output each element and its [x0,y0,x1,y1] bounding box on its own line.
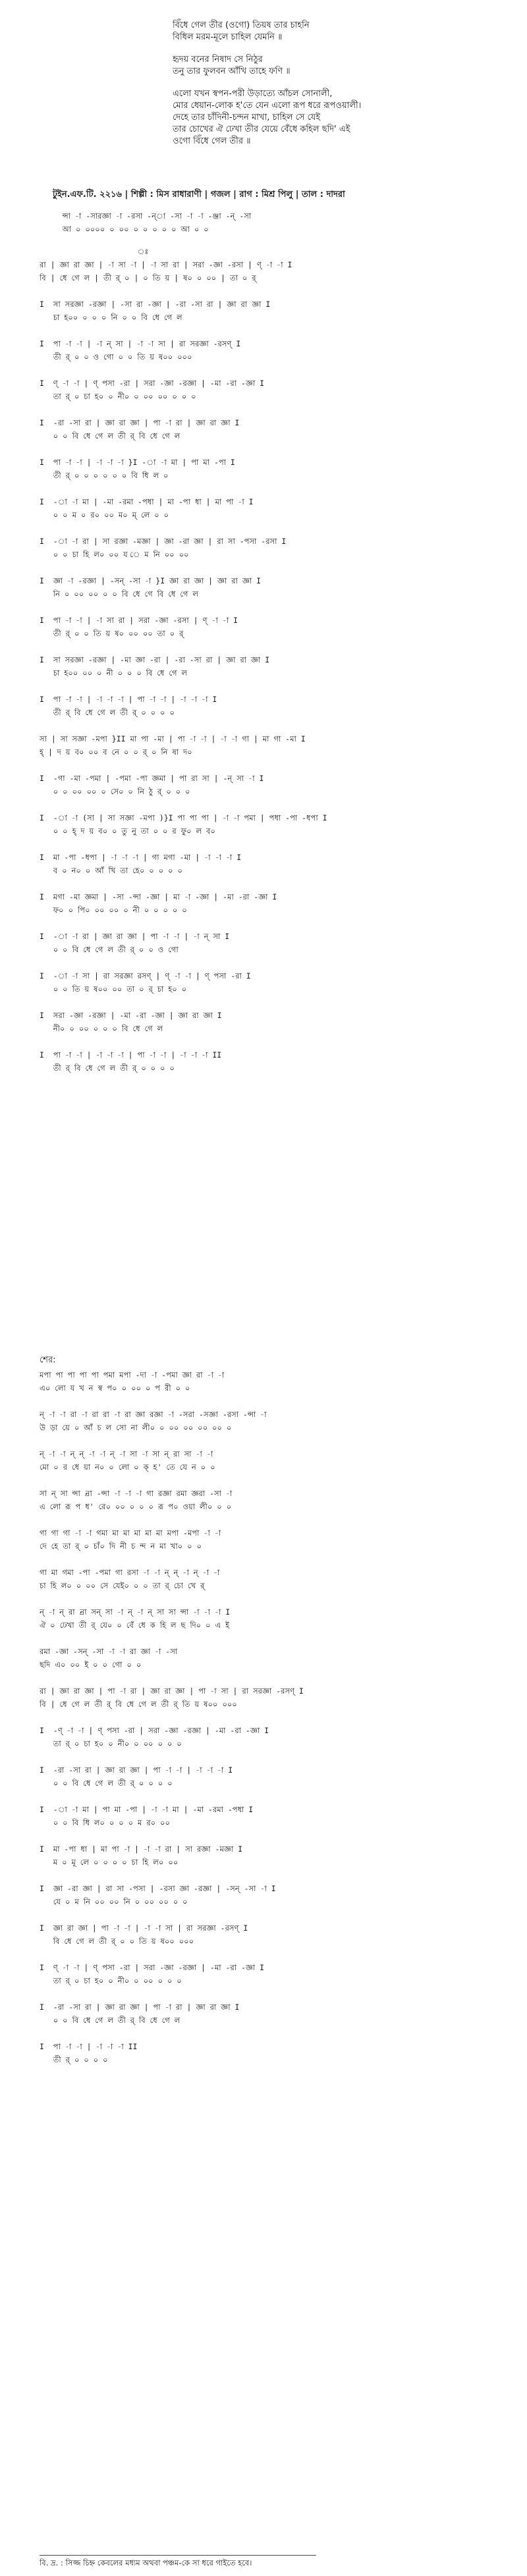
notation-line: তী র্ ০ ০ ও গো ০ ০ তি য় ষ০০ ০০০ [40,352,192,362]
notation-line [40,798,494,811]
notation-line: ০ ০ ০০ ০০ ০ সে০ ০ নি ঠু র্ ০ ০ ০ [40,787,190,796]
notation-line: আ ০ ০০০০ ০ ০০ ০ ০ ০ ০ ০ আ ০ ০ [40,225,209,234]
notation-line: ব ০ ন০ ০ আঁ খি তা হে০ ০ ০ ০ ০ [40,866,182,875]
notation-line: ঃ [40,247,149,256]
lyric-line: ওগো বিঁধে গেল তীর ॥ [173,136,251,146]
notation-line: তী র্ বি ধে গে ল তী র্ ০ ০ ০ ০ [40,708,175,717]
notation-line [40,363,494,377]
notation-line: যে ০ ম নি ০০ ০০ নি ০ ০০ ০০ ০ ০ [40,1897,188,1906]
notation-line [40,1035,494,1048]
notation-line: ম ০ মূ লে ০ ০ ০ ০ চা হি ল০ ০০ [40,1858,179,1867]
notation-line: রমা -জ্ঞা -সন্ -সা -া -া রা জ্ঞা -া -সা [40,1647,178,1656]
notation-line: I পা -া -া | -া -া -া II [40,2042,138,2051]
footer-note: বি. দ্র. : সিজ্জ চিহ্ন কেবলের মধ্যম অথবা পঞ্চম-কে সা ধরে গাইতে হবে। [40,2558,252,2567]
notation-line [40,403,494,416]
lyric-line: মোর ধেয়ান-লোক হ'তে যেন এলো রূপ ধরে রূপওয়ালী। [173,101,362,111]
notation-line [40,1553,494,1566]
notation-line: চা হ০০ ০০ ০ নী ০ ০ ০ বি ধে গে ল [40,668,188,678]
notation-line: I জ্ঞা -া -রজ্ঞা | -সন্ -সা -া }I জ্ঞা রা জ্ঞা | জ্ঞা রা জ্ঞা I [40,576,262,585]
notation-section-1 [40,209,494,236]
notation-line [40,1948,494,1961]
lyric-stanza-2 [173,54,476,78]
notation-line: I সা সরজ্ঞা -রজ্ঞা | -মা জ্ঞা -রা | -রা -সা রা | জ্ঞা রা জ্ঞা I [40,655,270,664]
notation-line: ন্ -া ন্ রা ন্রা সন্ সা -া ন্ -া ন্ সা সা ন্সা -া -া -া I [40,1607,231,1617]
notation-line: ফ০ ০ পি০ ০০ ০০ ০ নী ০ ০ ০ ০ ০ [40,905,187,915]
notation-line [40,1474,494,1487]
notation-section-2 [40,245,494,1075]
notation-line: দে হে তা র্ ০ চাঁ০ দি নী চ ন্দ ন মা খা০ ০ ০ [40,1542,202,1551]
notation-line [40,877,494,890]
notation-line: ন্সা -া -সারজ্ঞা -া -রসা -ন্া -সা -া -া -ঞ্জা -ন্ -সা [40,211,252,221]
notation-line [40,1513,494,1526]
notation-line [40,996,494,1009]
notation-line: তা র্ ০ চা হ০ ০ নী০ ০ ০০ ০ ০ ০ [40,1739,182,1748]
lyric-line: দেহে তার চাঁদিনী-চন্দন মাখা, চাহিল সে যেই [173,113,321,122]
notation-line: সা ন্ সা ন্সা ন্রা -ন্সা -া -া -া গা রজ্ঞা রমা জ্ঞরা -সা -া [40,1489,233,1498]
notation-section-3 [40,1368,494,2066]
notation-line: তা র্ ০ চা হ০ ০ নী০ ০ ০০ ০ ০ ০ [40,1976,182,1985]
notation-line: ন্ -া -া ন্ ন্ -া -া ন্ -া সা -া সা ন্ রা সা -া -া [40,1449,213,1459]
notation-line: তী র্ ০ ০ ০ ০ [40,2055,108,2064]
notation-line: I -া -া রা | জ্ঞা রা জ্ঞা | পা -া -া | -া ন্ সা I [40,932,230,941]
notation-line [40,680,494,693]
notation-line [40,482,494,495]
notation-line [40,284,494,298]
notation-line [40,640,494,653]
notation-line: I পা -া -া | -া -া -া }I -া -া মা | পা মা -পা I [40,458,235,467]
notation-line: I জ্ঞা -রা জ্ঞা | রা সা -পসা | -রসা জ্ঞা -রজ্ঞা | -সন্ -সা -া I [40,1884,276,1893]
footer-divider [40,2555,316,2556]
notation-line [40,1671,494,1684]
notation-line: I -রা -সা রা | জ্ঞা রা জ্ঞা | পা -া রা | জ্ঞা রা জ্ঞা I [40,418,240,427]
lyric-line: তনু তার ফুলবন আঁখি তাহে ফণি ॥ [173,67,291,76]
notation-line: চা হ০০ ০ ০ ০ নি ০ ০ বি ধে গে ল [40,313,182,322]
notation-line [40,1829,494,1842]
notation-line: ০ ০ চা হি ল০ ০০ য ে ম নি ০০ ০০ [40,550,189,559]
notation-line [40,443,494,456]
notation-line [40,956,494,969]
notation-line: I পা -া -া | -া ন্ সা | -া -া সা | রা সরজ্ঞা -রসণ্ I [40,339,241,348]
notation-line: ০ ০ তি য় ষ০০ ০০ তা ০ র্ চা হ০ ০ [40,984,187,994]
notation-line: রা | জ্ঞা রা জ্ঞা | পা -া রা | জ্ঞা রা জ্ঞা | পা -া সা | রা সরজ্ঞা -রসণ্ I [40,1686,304,1696]
notation-line: I -া -া মা | পা মা -পা | -া -া মা | -মা -রমা -পধা I [40,1805,254,1814]
notation-line [40,601,494,614]
notation-line: তী র্ ০ ০ ০ ০ ০ ০ বি ধি ল ০ [40,471,169,480]
notation-line: রা | জ্ঞা রা জ্ঞা | -া সা -া | -া সা রা | সরা -জ্ঞা -রসা | ণ্ -া -া I [40,260,292,269]
record-info: টুইন.এফ.টি. ২২১৬ | শিল্পী : মিস রাধারাণী | গজল | রাগ : মিশ্র পিলু | তাল : দাদরা [53,190,345,200]
notation-line: ০ ০ বি ধে গে ল তী র্ ০ ০ ০ ০ [40,1779,173,1788]
notation-line: I -া -া রা | সা রজ্ঞা -মজ্ঞা | জ্ঞা -রা জ্ঞা | রা সা -পসা -রসা I [40,537,287,546]
notation-line: I সরা -জ্ঞা -রজ্ঞা | -মা -রা -জ্ঞা | জ্ঞা রা জ্ঞা I [40,1011,222,1020]
notation-line [40,1987,494,2000]
notation-line [40,1434,494,1447]
notation-line [40,1592,494,1605]
notation-line: বি ধে গে ল তী র্ ০ ০ তি য় ষ০০ ০০০ [40,1937,194,1946]
notation-line: I -রা -সা রা | জ্ঞা রা জ্ঞা | পা -া -া | -া -া -া I [40,1765,233,1775]
notation-line: I মা -পা ধা | মা পা -া | -া -া রা | সা রজ্ঞা -মজ্ঞা I [40,1844,243,1854]
notation-line [40,1908,494,1921]
notation-line: I ণ্ -া -া | ণ্ পসা -রা | সরা -জ্ঞা -রজ্ঞা | -মা -রা -জ্ঞা I [40,1963,265,1972]
notation-line [40,1790,494,1803]
notation-line [40,522,494,535]
notation-line: I জ্ঞা রা জ্ঞা | পা -া -া | -া -া সা | রা সরজ্ঞা -রসণ্ I [40,1923,248,1933]
notation-line [40,838,494,851]
notation-line: I সা সরজ্ঞা -রজ্ঞা | -সা রা -জ্ঞা | -রা -সা রা | জ্ঞা রা জ্ঞা I [40,300,271,309]
lyric-line: হৃদয় বনের নিষাদ সে নিঠুর [173,55,263,65]
notation-line: বি | ধে গে ল তী র্ বি ধে গে ল তী র্ তি য় ষ০০ ০০০ [40,1700,237,1709]
notation-line: চা হি ল০ ০ ০০ সে যেই০ ০ ০ তা র্ চো খে র্ [40,1581,205,1590]
notation-line: ০ ০ ম ০ র০ ০০ ম০ ম্ লে ০ ০ [40,510,169,520]
notation-line: হ্ | দ য় ব০ ০০ ব নে ০ ০ র্ ০ নি ষা দ০ [40,747,192,757]
notation-line: I -রা -সা রা | জ্ঞা রা জ্ঞা | পা -া রা | জ্ঞা রা জ্ঞা I [40,2002,240,2012]
notation-line: ০ ০ বি ধে গে ল তী র্ বি ধে গে ল [40,431,180,441]
notation-line [40,917,494,930]
notation-line: মো ০ র ধে য়া ন০ ০ লো ০ ক্ হ' তে যে ন ০ ০ [40,1462,215,1472]
lyric-line: এলো যখন স্বপন-পরী উড়াত্যে আঁচল সোনালী, [173,89,333,99]
notation-line: I পা -া -া | -া -া -া | পা -া -া | -া -া -া II [40,1050,222,1060]
lyric-stanza-1 [173,20,476,43]
lyric-stanza-3 [173,88,476,148]
notation-line: I মগা -মা জ্ঞমা | -সা -ন্সা -জ্ঞা | মা -া -জ্ঞা | -মা -রা -জ্ঞা I [40,892,277,901]
notation-line [40,1750,494,1763]
lyric-line: তার চোখের ঐ ঢেখা তীর যেয়ে বেঁধে কহিল ছদি' এই [173,124,350,134]
notation-line: ন্ -া -া রা -া রা রা -া রা জ্ঞা রজ্ঞা -া -সরা -সজ্ঞা -রসা -ন্সা -া [40,1410,267,1419]
lyric-line: বিঁধে গেল তীর (ওগো) তিয়ষ তার চাহনি [173,20,310,30]
notation-line: গা মা গমা -পা -পমা গা রসা -া -া ন্ ন্ -া ন্ -া -া [40,1568,220,1577]
notation-line: I -ণ্ -া -া | ণ্ পসা -রা | সরা -জ্ঞা -রজ্ঞা | -মা -রা -জ্ঞা I [40,1726,269,1735]
notation-line [40,1711,494,1724]
notation-line: ০ ০ বি ধে গে ল তী র্ ০ ০ ও গো [40,945,179,954]
notation-line: ছদি এ০ ০০ ই ০ ০ গো ০ ০ [40,1660,142,1669]
notation-line: নী০ ০ ০০ ০ ০ ০ বি ধে গে ল [40,1024,163,1033]
notation-line [40,1869,494,1882]
notation-line: ঐ ০ ঢেখা তী র্ যে০ ০ বেঁ ধে ক হি ল ছ দি০ ০ এ ই [40,1621,230,1630]
notation-line: I মা -পা -ধপা | -া -া -া | গা মগা -মা | -া -া -া I [40,853,242,862]
notation-line [40,1632,494,1645]
song-lyrics [173,20,476,158]
lyric-line: বিধিল মরম-মূলে চাহিল যেমনি ॥ [173,32,283,42]
notation-line: I ণ্ -া -া | ণ্ পসা -রা | সরা -জ্ঞা -রজ্ঞা | -মা -রা -জ্ঞা I [40,379,265,388]
notation-line: I -া -া (সা | সা সজ্ঞা -মপা )}I পা পা পা | -া -া পমা | পধা -পা -ধপা I [40,813,327,822]
notation-line [40,561,494,574]
notation-line: তী র্ বি ধে গে ল তী র্ ০ ০ ০ ০ [40,1063,175,1073]
notation-line: বি | ধে গে ল | তী র্ ০ | ০ তি য় | ষ০ ০ ০০ | তা ০ র্ [40,273,256,282]
notation-line: ০ ০ বি ধি ল০ ০ ০ ০ ম র০ ০০ [40,1818,171,1827]
notation-line: তী র্ ০ ০ তি য় ষ০ ০০ ০০ তা ০ র্ [40,629,184,638]
notation-line: এ লো রূ প ধ' রে০ ০০ ০ ০ ০ রূ প০ ওয়া লী০ ০ ০ [40,1502,232,1511]
notation-line: গা গা গা -া -া গমা মা মা মা মা মা মপা -মপা -া -া [40,1528,221,1538]
notation-line: ০ ০ বি ধে গে ল তী র্ বি ধে গে ল [40,2016,180,2025]
notation-line [40,719,494,732]
notation-line: নি ০ ০০ ০০ ০ ০ বি ধে গে বি ধে গে ল [40,589,198,599]
notation-line [40,2027,494,2040]
notation-line: এ০ লো য খ ন স্ব প০ ০ ০০ ০ প রী ০ ০ [40,1383,190,1393]
notation-line: I পা -া -া | -া -া -া | পা -া -া | -া -া -া I [40,695,217,704]
notation-line: I -া -া সা | রা সরজ্ঞা রসণ্ | ণ্ -া -া | ণ্ পসা -রা I [40,971,251,980]
notation-line [40,1395,494,1408]
section-heading: শের: [40,1355,56,1365]
notation-line: সা | সা সজ্ঞা -মপা }II মা পা -মা | পা -া -া | -া -া গা | মা গা -মা I [40,734,306,743]
notation-line [40,759,494,772]
notation-line: I -গা -মা -পমা | -পমা -পা জ্ঞমা | পা রা সা | -ন্ সা -া I [40,774,264,783]
notation-line: ০ ০ হ্ দ য় ব০ ০ তু নু তা ০ ০ র ফু০ ল ব০ [40,826,215,836]
notation-line: I পা -া -া | -া সা রা | সরা -জ্ঞা -রসা | ণ্ -া -া I [40,616,238,625]
notation-line: মপা পা পা পা পা পমা মপা -দা -া -পমা জ্ঞা রা -া -া [40,1370,225,1380]
notation-line [40,324,494,337]
notation-line: I -া -া মা | -মা -রমা -পধা | মা -পা ধা | মা পা -া I [40,497,254,506]
notation-line: উ ড়া য়ে ০ আঁ চ ল সো না লী০ ০ ০০ ০০ ০০ ০০ ০ [40,1423,232,1432]
notation-line: তা র্ ০ চা হ০ ০ নী০ ০ ০০ ০০ ০ ০ ০ [40,392,196,401]
